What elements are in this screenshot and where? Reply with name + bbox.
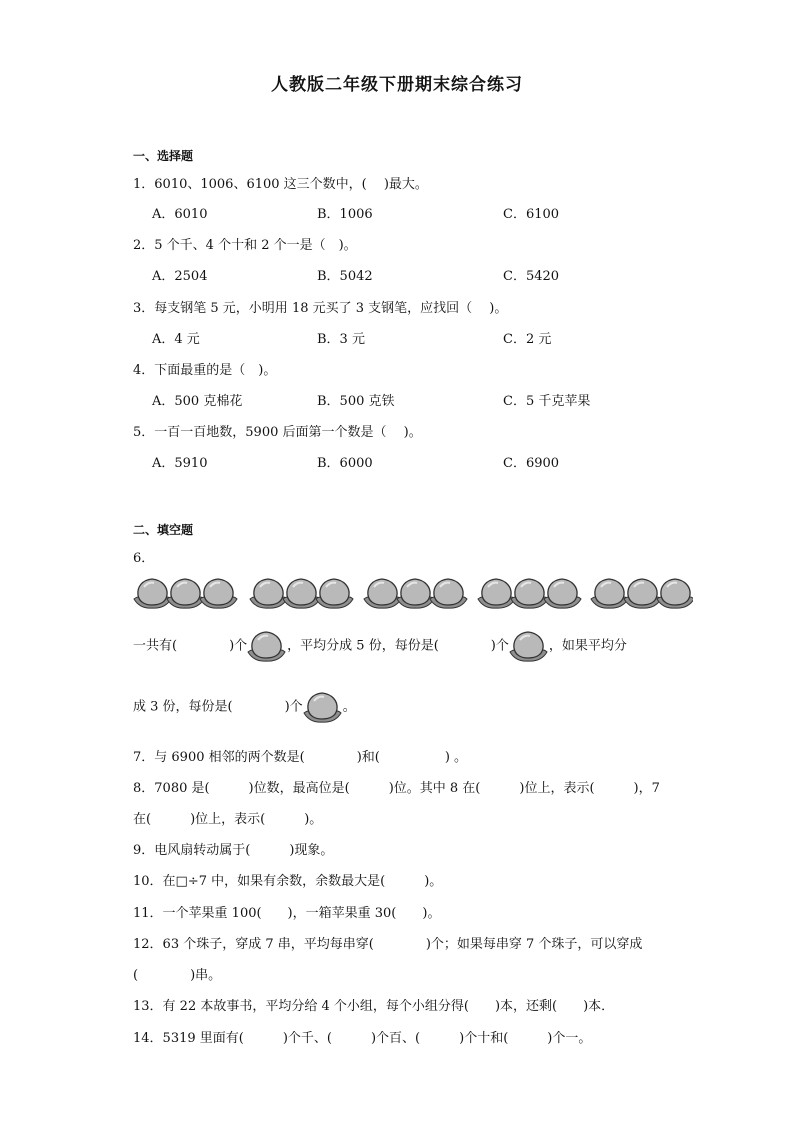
q5-option-a: A．5910 — [152, 456, 208, 471]
peach-icon — [303, 689, 343, 725]
question-10: 10．在□÷7 中，如果有余数，余数最大是( )。 — [133, 874, 443, 889]
question-12-line-1: 12．63 个珠子，穿成 7 串，平均每串穿( )个；如果每串穿 7 个珠子，可以穿成 — [133, 937, 643, 952]
question-7: 7．与 6900 相邻的两个数是( )和( ) 。 — [133, 750, 468, 765]
q4-option-b: B．500 克铁 — [317, 394, 395, 409]
q6-line2-part-a: 成 3 份，每份是( )个 — [133, 699, 303, 715]
peach-icon — [283, 579, 320, 608]
q5-option-c: C．6900 — [503, 456, 560, 471]
q6-line1-part-b: ，平均分成 5 份，每份是( )个 — [287, 638, 509, 654]
peach-groups — [133, 575, 693, 611]
question-12-line-2: ( )串。 — [133, 968, 222, 983]
question-9: 9．电风扇转动属于( )现象。 — [133, 843, 334, 858]
q1-option-b: B．1006 — [317, 207, 373, 222]
q3-option-a: A．4 元 — [152, 332, 200, 347]
q4-option-c: C．5 千克苹果 — [503, 394, 591, 409]
question-8-line-1: 8．7080 是( )位数，最高位是( )位。其中 8 在( )位上，表示( )，7 — [133, 781, 660, 796]
question-13: 13．有 22 本故事书，平均分给 4 个小组，每个小组分得( )本，还剩( )本． — [133, 999, 615, 1014]
peach-icon — [511, 579, 548, 608]
section-heading-fill: 二、填空题 — [133, 523, 194, 537]
q4-option-a: A．500 克棉花 — [152, 394, 243, 409]
peach-icon — [430, 579, 467, 608]
peach-icon — [591, 579, 628, 608]
peach-icon — [657, 579, 693, 608]
q3-option-c: C．2 元 — [503, 332, 552, 347]
question-4: 4．下面最重的是（ )。 — [133, 363, 277, 378]
question-3: 3．每支钢笔 5 元，小明用 18 元买了 3 支钢笔，应找回（ )。 — [133, 301, 508, 316]
peach-icon — [624, 579, 661, 608]
question-8-line-2: 在( )位上，表示( )。 — [133, 812, 323, 827]
peach-icon — [247, 628, 287, 664]
peach-icon — [364, 579, 401, 608]
q6-line1-part-c: ，如果平均分 — [548, 638, 627, 654]
question-11: 11．一个苹果重 100( )，一箱苹果重 30( )。 — [133, 906, 441, 921]
peach-icon — [478, 579, 515, 608]
peach-icon — [134, 579, 171, 608]
question-1: 1．6010、1006、6100 这三个数中，( )最大。 — [133, 177, 428, 192]
section-heading-choice: 一、选择题 — [133, 149, 194, 163]
peach-icon — [167, 579, 204, 608]
q1-option-a: A．6010 — [152, 207, 208, 222]
q6-line2-part-b: 。 — [342, 699, 356, 715]
peach-icon — [509, 628, 549, 664]
peach-icon — [316, 579, 353, 608]
question-6-number: 6． — [133, 551, 155, 566]
q1-option-c: C．6100 — [503, 207, 560, 222]
q2-option-c: C．5420 — [503, 269, 560, 284]
question-6-line-2 — [133, 689, 356, 725]
question-5: 5．一百一百地数，5900 后面第一个数是（ )。 — [133, 425, 422, 440]
q3-option-b: B．3 元 — [317, 332, 365, 347]
page-title: 人教版二年级下册期末综合练习 — [271, 75, 523, 95]
peach-icon — [397, 579, 434, 608]
peach-icon — [250, 579, 287, 608]
q5-option-b: B．6000 — [317, 456, 373, 471]
peach-icon — [544, 579, 581, 608]
question-2: 2．5 个千、4 个十和 2 个一是（ )。 — [133, 238, 357, 253]
peach-icon — [200, 579, 237, 608]
question-6-line-1 — [133, 628, 627, 664]
question-14: 14．5319 里面有( )个千、( )个百、( )个十和( )个一。 — [133, 1031, 592, 1046]
q2-option-b: B．5042 — [317, 269, 373, 284]
q6-line1-part-a: 一共有( )个 — [133, 638, 248, 654]
q2-option-a: A．2504 — [152, 269, 208, 284]
